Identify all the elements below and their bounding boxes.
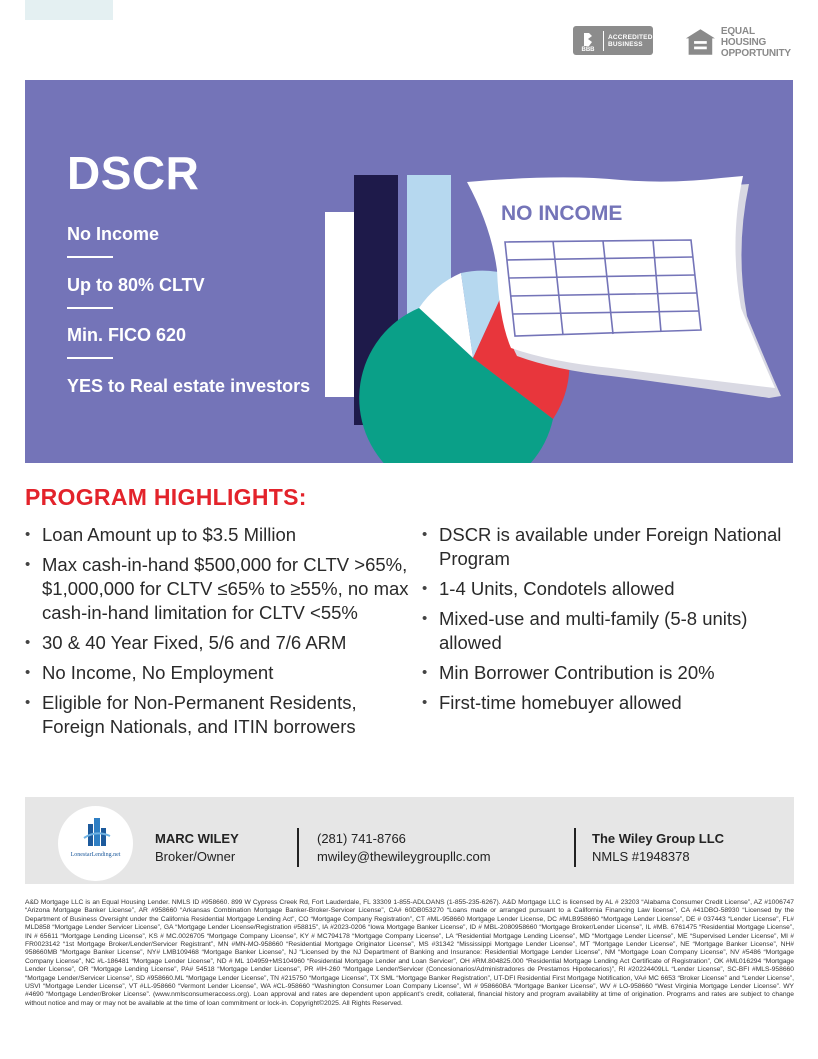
hero-divider-3: [67, 357, 113, 359]
hero-item-investors: YES to Real estate investors: [67, 376, 311, 396]
hero-banner: [25, 80, 793, 463]
equal-housing-text: [721, 26, 795, 59]
bbb-text-line-1: ACCREDITED: [608, 33, 653, 41]
broker-name: MARC WILEY: [155, 831, 239, 846]
highlights-left-column: [25, 523, 409, 745]
highlights-left-list: [25, 523, 409, 739]
broker-role: Broker/Owner: [155, 849, 236, 864]
email-link[interactable]: mwiley@thewileygroupllc.com: [317, 849, 491, 864]
lonestar-logo: [58, 806, 133, 881]
highlight-foreign-national: • DSCR is available under Foreign National Program: [422, 523, 794, 571]
highlight-borrower-contribution: • Min Borrower Contribution is 20%: [422, 661, 794, 685]
highlights-right-column: [422, 523, 794, 721]
highlight-eligibility: • Eligible for Non-Permanent Residents, Foreign Nationals, and ITIN borrowers: [25, 691, 409, 739]
hero-item-cltv: Up to 80% CLTV: [67, 275, 205, 295]
corner-tab: [25, 0, 113, 20]
bbb-accredited-badge: [573, 26, 653, 55]
hero-divider-2: [67, 307, 113, 309]
hero-item-fico: Min. FICO 620: [67, 325, 187, 345]
highlight-first-time-buyer: • First-time homebuyer allowed: [422, 691, 794, 715]
bbb-divider: [603, 31, 604, 51]
hero-title: DSCR: [67, 147, 200, 199]
bbb-mark: BBB: [581, 47, 595, 53]
company-name: The Wiley Group LLC: [592, 831, 725, 846]
logo-text: LonestarLending.net: [70, 852, 121, 858]
company-nmls: NMLS #1948378: [592, 849, 690, 864]
highlight-cash-in-hand: • Max cash-in-hand $500,000 for CLTV >65%, $1,000,000 for CLTV ≤65% to ≥55%, no max cash-in-hand limitation for CLTV <55%: [25, 553, 409, 625]
contact-divider-2: [574, 828, 576, 867]
highlights-right-list: [422, 523, 794, 715]
equal-housing-icon: [685, 27, 716, 57]
bar-white-short: [325, 212, 355, 397]
hero-divider-1: [67, 256, 113, 258]
bbb-text: [608, 34, 653, 48]
bbb-text-line-2: BUSINESS: [608, 40, 643, 48]
highlight-loan-amount: • Loan Amount up to $3.5 Million: [25, 523, 409, 547]
phone-link[interactable]: (281) 741-8766: [317, 831, 406, 846]
highlight-no-income: • No Income, No Employment: [25, 661, 409, 685]
equal-housing-badge: [685, 26, 795, 58]
highlight-units: • 1-4 Units, Condotels allowed: [422, 577, 794, 601]
highlight-fixed-arm: • 30 & 40 Year Fixed, 5/6 and 7/6 ARM: [25, 631, 409, 655]
hero-item-no-income: No Income: [67, 224, 160, 244]
equal-housing-line-1: EQUAL HOUSING: [720, 25, 767, 48]
legal-disclaimer: A&D Mortgage LLC is an Equal Housing Lender. NMLS ID #958660. 899 W Cypress Creek Rd, Fort Lauderdale, FL 33309 1-855-ADLOANS (1-855-235-6267). A&D Mortgage LLC is licensed by AL # 23203 “Alabama Consumer Credit License”, AZ #1006747 “Arizona Mortgage Banker License”, AR #958660 “Arkansas Combination Mortgage Banker-Broker-Servicer License”, CA# 60DB053270 “Loans made or arranged pursuant to a California Financing Law license”, CA #41DBO-58930 “Licensed by the Department of Business Oversight under the California Residential Mortgage Lending Act”, CO “Mortgage Company Registration”, CT #ML-958660 Mortgage Lender License, DC #MLB958660 “Mortgage Lender License”, DE # 037443 “Lender License”, FL# MLD858 “Mortgage Lender Servicer License”, GA “Mortgage Lender License/Registration #58815”, IA #2023-0206 “Iowa Mortgage Banker License”, ID # MBL-2080958660 “Mortgage Broker/Lender License”, IL #MB. 6761475 “Residential Mortgage License”, IN # 65611 “Mortgage Lending License”, KS # MC.0026705 “Mortgage Company License”, KY # MC794178 “Mortgage Company License”, LA “Residential Mortgage Lending License”, MD “Mortgage Lender License”, ME “Supervised Lender License”, MI # FR0023142 “1st Mortgage Broker/Lender/Servicer Registrant”, MN #MN-MO-958660 “Residential Mortgage Originator License”, MS #31342 “Mississippi Mortgage Lender License”, MT “Mortgage Lender License”, NE “Mortgage Banker License”, NH# 958660MB “Mortgage Banker License”, NY# LMB109468 “Mortgage Banker License”, NJ “Licensed by the NJ Department of Banking and Insurance: Residential Mortgage Lender License”, NM “Mortgage Loan Company License”, NV #5486 “Mortgage Company License”, NC #L-186481 “Mortgage Lender License”, ND # ML 104959+MS104960 “Residential Mortgage Lender and Loan Servicer”, OH #RM.804825.000 “Residential Mortgage Lending Act Certificate of Registration”, OK #ML016294 “Mortgage Lender License”, OR “Mortgage Lending License”, PA# 54518 “Mortgage Lender License”, PR #IH-260 “Mortgage Lender/Servicer (Concesionarios/Administradores de Prestamos Hipotecarios)”, RI #20224409LL “Lender License”, SC-BFI #MLS-958660 “Mortgage Lender/Servicer License”, SD #958660.ML “Mortgage Lender License”, TN #215750 “Mortgage License”, TX SML “Mortgage Banker Registration”, UT-DFI Residential First Mortgage Notification, VA# MC 6653 “Broker License” and “Lender License”, USVI “Mortgage Lender License”, VT #LL-958660 “Vermont Lender License”, WA #CL-958660 “Washington Consumer Loan Company License”, WI # 958660BA “Mortgage Banker License”, WV # LO-958660 “West Virginia Mortgage Lender License”. WY #4690 “Mortgage Lender/Broker License”. (www.nmlsconsumeraccess.org). Loan approval and rates are dependent upon applicant’s credit, collateral, financial history and program availability at time of origination. Programs and rates are subject to change without notice and may or may not be available at the time of loan commitment or lock-in. Copyright©2025. All Rights Reserved.: [25, 899, 794, 1007]
income-chart-illustration: [321, 130, 793, 463]
building-logo-icon: [58, 806, 133, 856]
contact-divider-1: [297, 828, 299, 867]
paper-title: NO INCOME: [501, 202, 623, 225]
highlight-mixed-use: • Mixed-use and multi-family (5-8 units) allowed: [422, 607, 794, 655]
program-highlights-title: PROGRAM HIGHLIGHTS:: [25, 484, 307, 510]
equal-housing-line-2: OPPORTUNITY: [720, 47, 791, 59]
bbb-logo-icon: [577, 28, 599, 53]
